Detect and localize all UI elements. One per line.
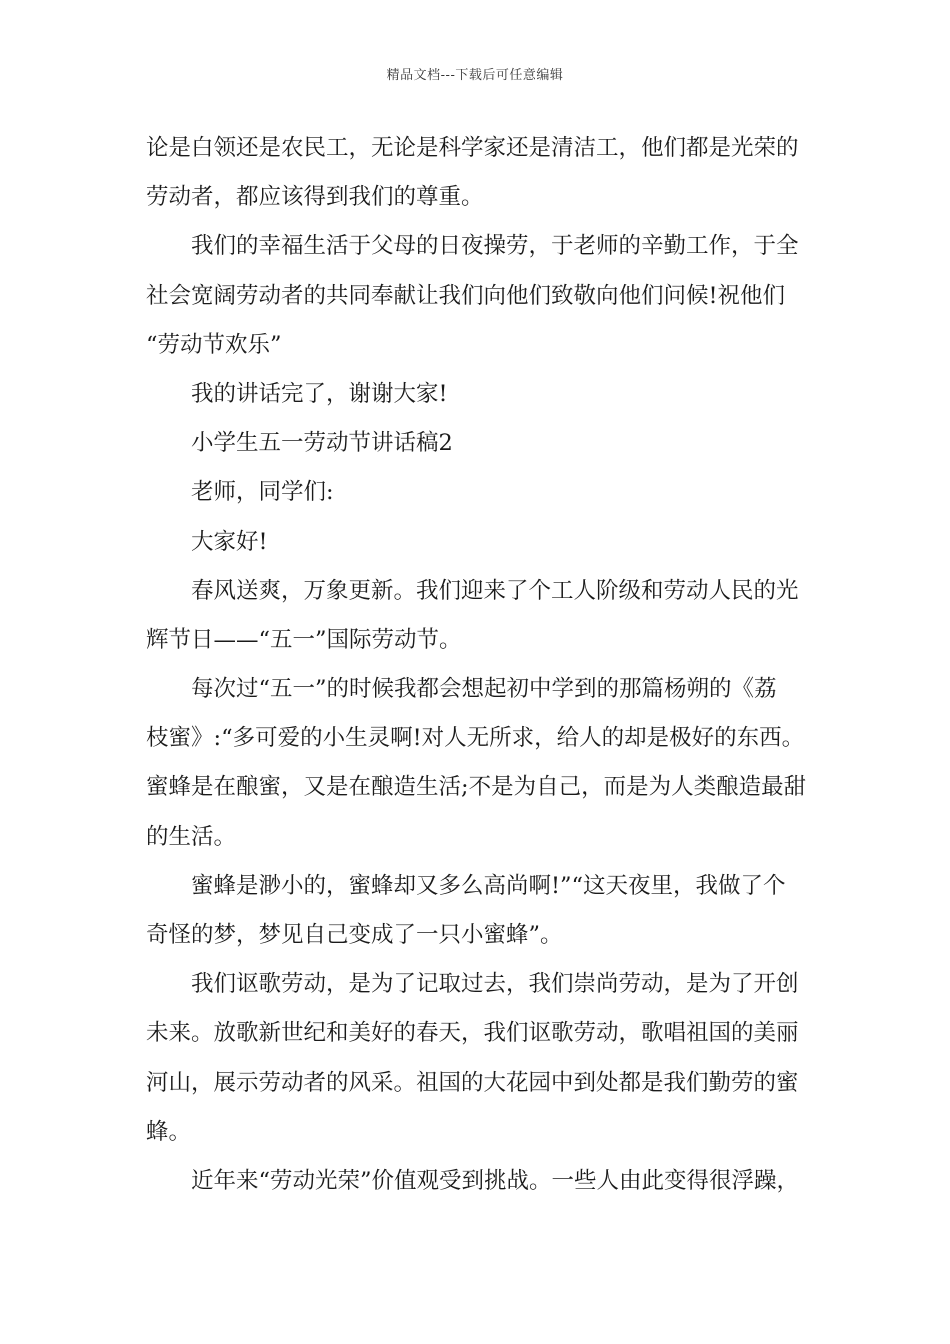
text-line: 我的讲话完了，谢谢大家! (191, 380, 448, 407)
text-line: 论是白领还是农民工，无论是科学家还是清洁工，他们都是光荣的 (146, 135, 799, 161)
text-line: 每次过“五一”的时候我都会想起初中学到的那篇杨朔的《荔 (191, 676, 777, 703)
greeting: 大家好! (191, 528, 268, 555)
text-line: 我们的幸福生活于父母的日夜操劳，于老师的辛勤工作，于全 (191, 233, 799, 260)
document-body (146, 124, 828, 1206)
text-line: 近年来“劳动光荣”价值观受到挑战。一些人由此变得很浮躁， (191, 1167, 800, 1194)
text-line: 我们讴歌劳动，是为了记取过去，我们崇尚劳动，是为了开创 (191, 971, 799, 998)
text-line: 蜂。 (146, 1118, 192, 1145)
text-line: 春风送爽，万象更新。我们迎来了个工人阶级和劳动人民的光 (191, 577, 799, 604)
section-title: 小学生五一劳动节讲话稿2 (191, 430, 453, 457)
text-line: 辉节日——“五一”国际劳动节。 (146, 626, 462, 653)
text-line: “劳动节欢乐” (146, 331, 282, 358)
page-header: 精品文档---下载后可任意编辑 (386, 68, 564, 83)
text-line: 蜜蜂是渺小的，蜜蜂却又多么高尚啊!”“这天夜里，我做了个 (191, 872, 786, 899)
text-line: 蜜蜂是在酿蜜，又是在酿造生活;不是为自己，而是为人类酿造最甜 (146, 774, 807, 801)
text-line: 未来。放歌新世纪和美好的春天，我们讴歌劳动，歌唱祖国的美丽 (146, 1020, 799, 1047)
text-line: 奇怪的梦，梦见自己变成了一只小蜜蜂”。 (146, 922, 563, 948)
text-line: 劳动者，都应该得到我们的尊重。 (146, 184, 484, 211)
text-line: 枝蜜》:“多可爱的小生灵啊!对人无所求，给人的却是极好的东西。 (146, 725, 805, 752)
text-line: 的生活。 (146, 823, 237, 850)
salutation: 老师，同学们: (191, 479, 334, 506)
text-line: 社会宽阔劳动者的共同奉献让我们向他们致敬向他们问候!祝他们 (146, 282, 786, 309)
text-line: 河山，展示劳动者的风采。祖国的大花园中到处都是我们勤劳的蜜 (146, 1069, 799, 1096)
